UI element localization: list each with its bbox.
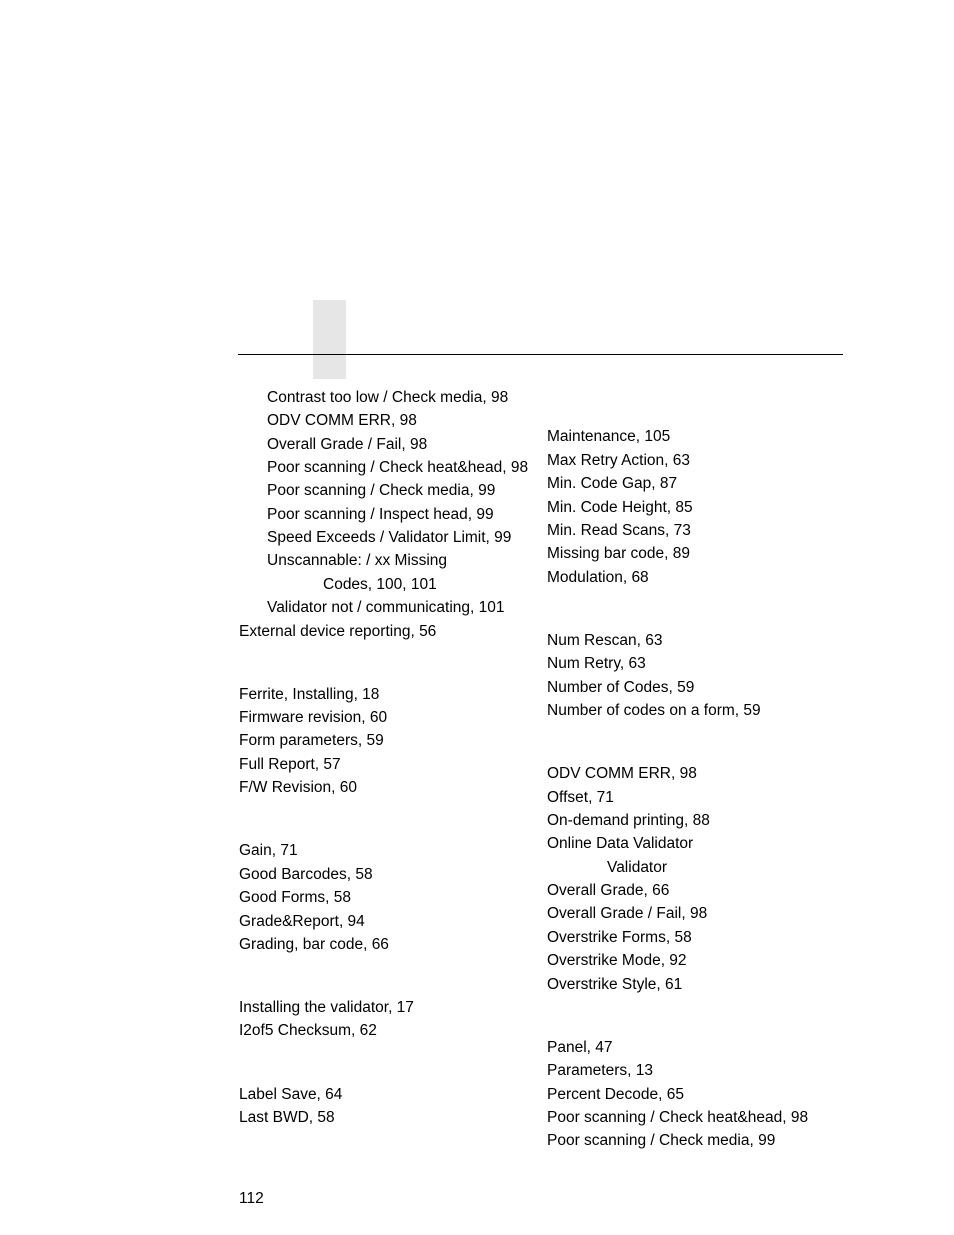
- index-entry: Good Barcodes, 58: [239, 866, 373, 883]
- index-entry: Ferrite, Installing, 18: [239, 686, 380, 703]
- index-entry: Number of codes on a form, 59: [547, 702, 761, 719]
- index-entry: Panel, 47: [547, 1039, 613, 1056]
- index-entry: Num Rescan, 63: [547, 632, 663, 649]
- index-entry: Installing the validator, 17: [239, 999, 414, 1016]
- index-entry: Poor scanning / Check heat&head, 98: [267, 459, 529, 476]
- index-entry: Overall Grade / Fail, 98: [267, 436, 428, 453]
- index-entry: Codes, 100, 101: [323, 576, 437, 593]
- index-entry: Min. Read Scans, 73: [547, 522, 691, 539]
- index-entry: Max Retry Action, 63: [547, 452, 691, 469]
- index-entry: Parameters, 13: [547, 1062, 653, 1079]
- index-entry: ODV COMM ERR, 98: [267, 412, 417, 429]
- index-entry: Gain, 71: [239, 842, 298, 859]
- index-entry: Poor scanning / Check media, 99: [547, 1132, 776, 1149]
- index-entry: Contrast too low / Check media, 98: [267, 389, 509, 406]
- index-entry: Poor scanning / Check heat&head, 98: [547, 1109, 809, 1126]
- index-entry: Poor scanning / Inspect head, 99: [267, 506, 494, 523]
- index-entry: Overall Grade / Fail, 98: [547, 905, 708, 922]
- index-entry: Overall Grade, 66: [547, 882, 670, 899]
- index-entry: Grade&Report, 94: [239, 913, 365, 930]
- index-entry: Offset, 71: [547, 789, 614, 806]
- index-entry: Maintenance, 105: [547, 428, 671, 445]
- section-tab-marker: [313, 300, 346, 379]
- index-entry: Modulation, 68: [547, 569, 649, 586]
- index-entry: I2of5 Checksum, 62: [239, 1022, 377, 1039]
- index-entry: Validator: [607, 859, 668, 876]
- index-entry: Poor scanning / Check media, 99: [267, 482, 496, 499]
- index-entry: F/W Revision, 60: [239, 779, 358, 796]
- index-entry: Full Report, 57: [239, 756, 341, 773]
- index-entry: Number of Codes, 59: [547, 679, 695, 696]
- index-entry: Min. Code Gap, 87: [547, 475, 678, 492]
- index-entry: Overstrike Mode, 92: [547, 952, 687, 969]
- index-entry: Form parameters, 59: [239, 732, 384, 749]
- index-entry: Unscannable: / xx Missing: [267, 552, 448, 569]
- index-entry: Num Retry, 63: [547, 655, 646, 672]
- index-entry: Speed Exceeds / Validator Limit, 99: [267, 529, 512, 546]
- header-rule: [238, 354, 843, 355]
- index-entry: Min. Code Height, 85: [547, 499, 693, 516]
- index-entry: Percent Decode, 65: [547, 1086, 685, 1103]
- index-entry: ODV COMM ERR, 98: [547, 765, 697, 782]
- index-entry: External device reporting, 56: [239, 623, 437, 640]
- index-entry: Overstrike Forms, 58: [547, 929, 692, 946]
- index-entry: Online Data Validator: [547, 835, 694, 852]
- index-entry: Label Save, 64: [239, 1086, 343, 1103]
- index-entry: Validator not / communicating, 101: [267, 599, 505, 616]
- index-entry: Overstrike Style, 61: [547, 976, 683, 993]
- index-entry: On-demand printing, 88: [547, 812, 710, 829]
- index-entry: Missing bar code, 89: [547, 545, 691, 562]
- index-entry: Firmware revision, 60: [239, 709, 388, 726]
- page-number: 112: [239, 1190, 264, 1207]
- index-entry: Grading, bar code, 66: [239, 936, 389, 953]
- index-entry: Last BWD, 58: [239, 1109, 335, 1126]
- index-entry: Good Forms, 58: [239, 889, 351, 906]
